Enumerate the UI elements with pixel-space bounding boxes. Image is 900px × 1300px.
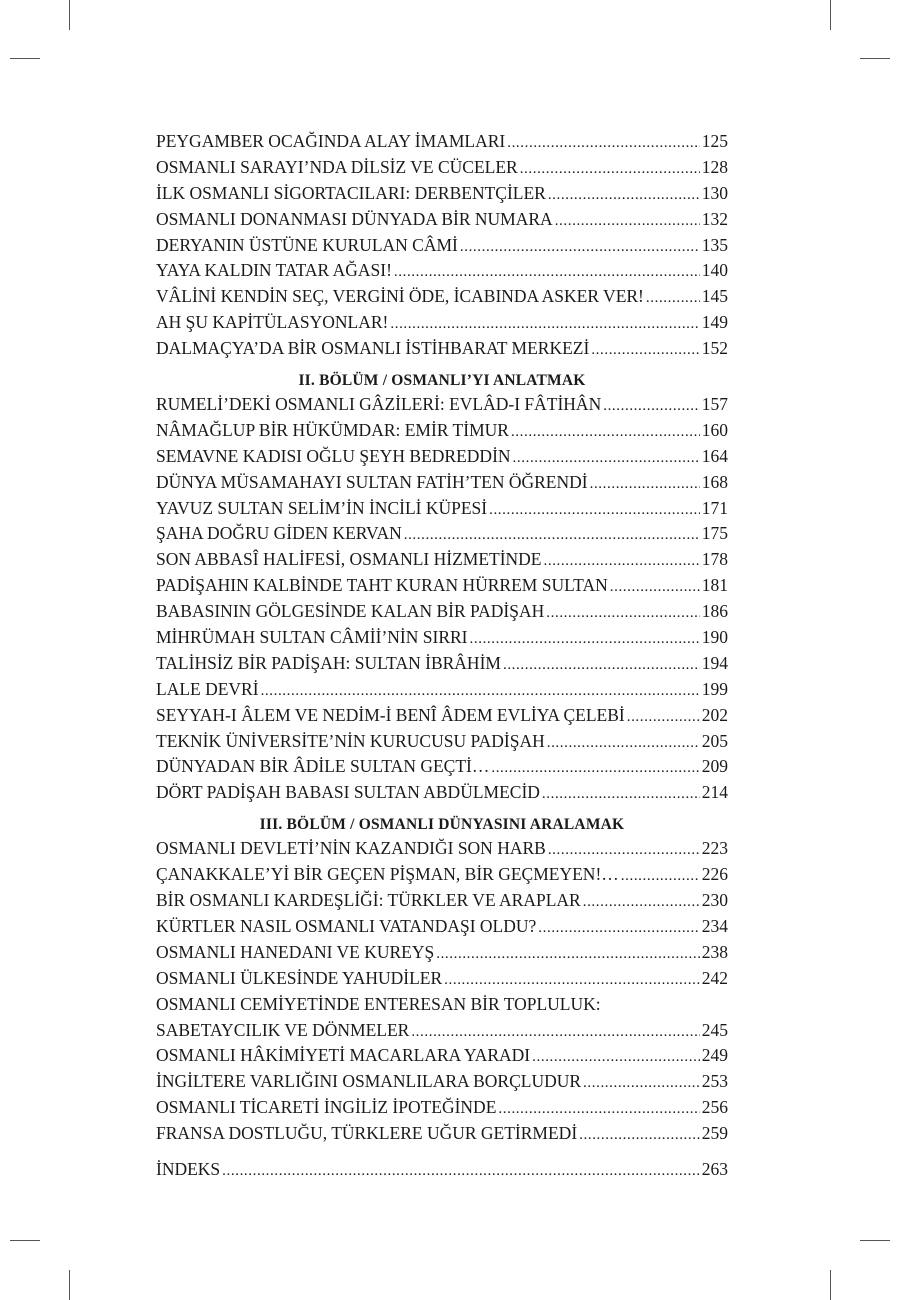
toc-entry-title: İNGİLTERE VARLIĞINI OSMANLILARA BORÇLUDUR: [156, 1071, 582, 1092]
toc-entry-title: SEMAVNE KADISI OĞLU ŞEYH BEDREDDİN: [156, 445, 511, 466]
toc-entry-page: 175: [701, 523, 728, 544]
toc-entry-page: 178: [701, 549, 728, 570]
section-gap: [156, 1149, 728, 1159]
toc-entry-page: 181: [701, 575, 728, 596]
toc-entry-page: 214: [701, 782, 728, 803]
crop-mark-bottom-left: [69, 1270, 70, 1300]
toc-entry[interactable]: [156, 235, 728, 261]
toc-entry[interactable]: [156, 446, 728, 472]
toc-entry[interactable]: [156, 523, 728, 549]
toc-entry-title: TALİHSİZ BİR PADİŞAH: SULTAN İBRÂHİM: [156, 652, 501, 673]
toc-entry[interactable]: [156, 1159, 728, 1185]
toc-entry-page: 190: [701, 627, 728, 648]
dot-leader: [498, 1101, 699, 1118]
toc-entry-page: 230: [701, 890, 728, 911]
toc-entry-title: OSMANLI TİCARETİ İNGİLİZ İPOTEĞİNDE: [156, 1097, 497, 1118]
toc-entry[interactable]: [156, 705, 728, 731]
toc-entry-title: DERYANIN ÜSTÜNE KURULAN CÂMİ: [156, 234, 458, 255]
toc-entry-page: 186: [701, 601, 728, 622]
toc-entry[interactable]: [156, 731, 728, 757]
dot-leader: [520, 161, 700, 178]
toc-entry-page: 226: [701, 864, 728, 885]
toc-entry[interactable]: [156, 1020, 728, 1046]
dot-leader: [489, 502, 700, 519]
dot-leader: [591, 342, 699, 359]
toc-entry-title: YAVUZ SULTAN SELİM’İN İNCİLİ KÜPESİ: [156, 497, 488, 518]
toc-entry-title: OSMANLI SARAYI’NDA DİLSİZ VE CÜCELER: [156, 156, 518, 177]
toc-entry-page: 242: [701, 967, 728, 988]
toc-entry[interactable]: [156, 916, 728, 942]
toc-entry-title: RUMELİ’DEKİ OSMANLI GÂZİLERİ: EVLÂD-I FÂTİHÂN: [156, 394, 602, 415]
dot-leader: [503, 657, 700, 674]
dot-leader: [261, 683, 700, 700]
toc-entry[interactable]: [156, 260, 728, 286]
toc-entry-page: 238: [701, 941, 728, 962]
toc-entry-title: ÇANAKKALE’Yİ BİR GEÇEN PİŞMAN, BİR GEÇMEYEN!…: [156, 864, 619, 885]
toc-entry-page: 157: [701, 394, 728, 415]
toc-entry[interactable]: [156, 601, 728, 627]
crop-mark-top-left: [69, 0, 70, 30]
dot-leader: [507, 135, 700, 152]
toc-entry-title: FRANSA DOSTLUĞU, TÜRKLERE UĞUR GETİRMEDİ: [156, 1123, 578, 1144]
toc-entry-title: AH ŞU KAPİTÜLASYONLAR!: [156, 312, 389, 333]
dot-leader: [646, 290, 700, 307]
toc-entry-page: 128: [701, 156, 728, 177]
toc-entry[interactable]: [156, 312, 728, 338]
toc-entry-title: SABETAYCILIK VE DÖNMELER: [156, 1019, 410, 1040]
toc-entry-title: NÂMAĞLUP BİR HÜKÜMDAR: EMİR TİMUR: [156, 419, 509, 440]
toc-entry-title: OSMANLI ÜLKESİNDE YAHUDİLER: [156, 967, 443, 988]
toc-entry-page: 135: [701, 234, 728, 255]
toc-entry[interactable]: [156, 472, 728, 498]
dot-leader: [544, 553, 700, 570]
toc-entry-page: 145: [701, 286, 728, 307]
crop-mark-left-upper: [10, 58, 40, 59]
toc-entry-title: İLK OSMANLI SİGORTACILARI: DERBENTÇİLER: [156, 182, 546, 203]
toc-entry[interactable]: [156, 286, 728, 312]
toc-entry[interactable]: [156, 756, 728, 782]
dot-leader: [627, 709, 700, 726]
toc-entry-page: 259: [701, 1123, 728, 1144]
toc-entry[interactable]: [156, 338, 728, 364]
toc-entry[interactable]: [156, 994, 728, 1020]
toc-entry-page: 140: [701, 260, 728, 281]
dot-leader: [547, 735, 700, 752]
dot-leader: [583, 1075, 700, 1092]
toc-entry[interactable]: [156, 420, 728, 446]
toc-entry-title: PEYGAMBER OCAĞINDA ALAY İMAMLARI: [156, 131, 506, 151]
dot-leader: [436, 946, 700, 963]
dot-leader: [542, 786, 700, 803]
toc-entry[interactable]: [156, 1045, 728, 1071]
toc-entry[interactable]: [156, 575, 728, 601]
dot-leader: [548, 842, 700, 859]
toc-entry-title: DALMAÇYA’DA BİR OSMANLI İSTİHBARAT MERKEZİ: [156, 338, 590, 359]
toc-entry-page: 263: [701, 1158, 728, 1179]
toc-entry-page: 132: [701, 208, 728, 229]
toc-entry-title: YAYA KALDIN TATAR AĞASI!: [156, 260, 392, 281]
toc-entry-title: OSMANLI CEMİYETİNDE ENTERESAN BİR TOPLULUK:: [156, 993, 601, 1014]
toc-entry-page: 205: [701, 730, 728, 751]
toc-entry[interactable]: [156, 394, 728, 420]
toc-entry[interactable]: [156, 1071, 728, 1097]
dot-leader: [538, 920, 699, 937]
toc-entry[interactable]: [156, 131, 728, 157]
dot-leader: [610, 579, 700, 596]
toc-entry[interactable]: [156, 1123, 728, 1149]
toc-entry[interactable]: [156, 890, 728, 916]
toc-entry[interactable]: [156, 1097, 728, 1123]
dot-leader: [555, 213, 700, 230]
toc-entry-page: 149: [701, 312, 728, 333]
crop-mark-left-lower: [10, 1240, 40, 1241]
toc-entry-page: 199: [701, 678, 728, 699]
toc-entry-title: DÖRT PADİŞAH BABASI SULTAN ABDÜLMECİD: [156, 782, 540, 803]
toc-entry[interactable]: [156, 183, 728, 209]
toc-entry[interactable]: [156, 679, 728, 705]
crop-mark-right-upper: [860, 58, 890, 59]
dot-leader: [444, 972, 700, 989]
toc-entry-page: 202: [701, 704, 728, 725]
crop-mark-top-right: [830, 0, 831, 30]
dot-leader: [590, 476, 700, 493]
toc-entry-title: DÜNYADAN BİR ÂDİLE SULTAN GEÇTİ…: [156, 756, 490, 777]
table-of-contents: [156, 131, 728, 1185]
toc-entry-title: OSMANLI DONANMASI DÜNYADA BİR NUMARA: [156, 208, 553, 229]
toc-entry[interactable]: [156, 157, 728, 183]
dot-leader: [532, 1049, 700, 1066]
dot-leader: [404, 527, 700, 544]
toc-entry-title: VÂLİNİ KENDİN SEÇ, VERGİNİ ÖDE, İCABINDA ASKER VER!: [156, 286, 644, 307]
dot-leader: [511, 424, 700, 441]
dot-leader: [583, 894, 700, 911]
toc-entry[interactable]: [156, 782, 728, 808]
toc-entry-title: OSMANLI HÂKİMİYETİ MACARLARA YARADI: [156, 1045, 531, 1066]
toc-entry-page: 234: [701, 915, 728, 936]
toc-entry-title: BABASININ GÖLGESİNDE KALAN BİR PADİŞAH: [156, 601, 545, 622]
dot-leader: [513, 450, 700, 467]
dot-leader: [394, 264, 700, 281]
dot-leader: [546, 605, 699, 622]
dot-leader: [491, 760, 699, 777]
toc-entry[interactable]: [156, 653, 728, 679]
toc-entry-page: 171: [701, 497, 728, 518]
toc-entry-page: 164: [701, 445, 728, 466]
section-heading: III. BÖLÜM / OSMANLI DÜNYASINI ARALAMAK: [259, 816, 625, 834]
toc-entry-page: 253: [701, 1071, 728, 1092]
toc-entry-page: 125: [701, 131, 728, 151]
dot-leader: [621, 868, 700, 885]
dot-leader: [548, 187, 700, 204]
toc-entry-page: 152: [701, 338, 728, 359]
toc-entry-title: OSMANLI DEVLETİ’NİN KAZANDIĞI SON HARB: [156, 838, 546, 859]
toc-entry-title: SON ABBASÎ HALİFESİ, OSMANLI HİZMETİNDE: [156, 549, 542, 570]
toc-entry[interactable]: [156, 968, 728, 994]
dot-leader: [222, 1163, 700, 1180]
dot-leader: [470, 631, 700, 648]
toc-entry-title: OSMANLI HANEDANI VE KUREYŞ: [156, 941, 435, 962]
toc-entry-title: BİR OSMANLI KARDEŞLİĞİ: TÜRKLER VE ARAPLAR: [156, 890, 581, 911]
toc-entry-title: SEYYAH-I ÂLEM VE NEDİM-İ BENÎ ÂDEM EVLİYA ÇELEBİ: [156, 704, 625, 725]
toc-entry[interactable]: [156, 942, 728, 968]
section-heading: II. BÖLÜM / OSMANLI’YI ANLATMAK: [298, 372, 586, 390]
toc-entry-page: 168: [701, 471, 728, 492]
toc-entry-page: 256: [701, 1097, 728, 1118]
crop-mark-right-lower: [860, 1240, 890, 1241]
toc-entry[interactable]: [156, 838, 728, 864]
toc-entry-page: 209: [701, 756, 728, 777]
toc-entry-title: KÜRTLER NASIL OSMANLI VATANDAŞI OLDU?: [156, 915, 537, 936]
dot-leader: [603, 398, 700, 415]
toc-entry[interactable]: [156, 498, 728, 524]
toc-entry-page: 245: [701, 1019, 728, 1040]
toc-entry-page: 223: [701, 838, 728, 859]
crop-mark-bottom-right: [830, 1270, 831, 1300]
toc-entry-page: 249: [701, 1045, 728, 1066]
toc-entry-title: DÜNYA MÜSAMAHAYI SULTAN FATİH’TEN ÖĞRENDİ: [156, 471, 588, 492]
dot-leader: [460, 239, 700, 256]
toc-entry-title: LALE DEVRİ: [156, 678, 259, 699]
toc-entry-title: TEKNİK ÜNİVERSİTE’NİN KURUCUSU PADİŞAH: [156, 730, 545, 751]
dot-leader: [390, 316, 699, 333]
toc-entry[interactable]: [156, 549, 728, 575]
toc-entry-page: 160: [701, 419, 728, 440]
dot-leader: [579, 1127, 700, 1144]
toc-entry-title: MİHRÜMAH SULTAN CÂMİİ’NİN SIRRI: [156, 627, 468, 648]
toc-entry-title: ŞAHA DOĞRU GİDEN KERVAN: [156, 523, 402, 544]
dot-leader: [411, 1024, 699, 1041]
toc-entry-title: İNDEKS: [156, 1158, 221, 1179]
toc-entry[interactable]: [156, 209, 728, 235]
toc-entry-page: 194: [701, 652, 728, 673]
toc-entry-page: 130: [701, 182, 728, 203]
toc-entry[interactable]: [156, 627, 728, 653]
toc-entry[interactable]: [156, 864, 728, 890]
toc-entry-title: PADİŞAHIN KALBİNDE TAHT KURAN HÜRREM SULTAN: [156, 575, 608, 596]
